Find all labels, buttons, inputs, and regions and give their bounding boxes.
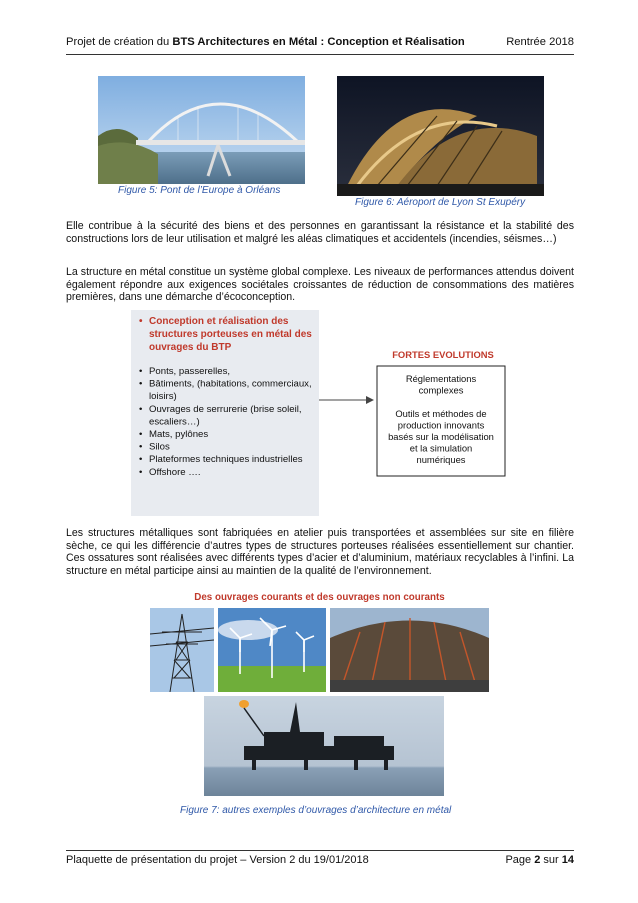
fortes-evolutions-title: FORTES EVOLUTIONS xyxy=(392,349,494,360)
diagram-bullet: • xyxy=(139,466,143,478)
diagram-item: Mats, pylônes xyxy=(149,429,209,440)
collage-wind-turbines-photo xyxy=(218,608,326,692)
diagram-bullet: • xyxy=(139,403,143,415)
figure-6-photo xyxy=(337,76,544,196)
header-rule xyxy=(66,54,574,55)
paragraph-2: La structure en métal constitue un système global complexe. Les niveaux de performances attendus doivent également répondre aux exigences sociétales croissantes de réduction de consommations des matières premières, dans une démarche d’écoconception. xyxy=(66,266,574,304)
evolutions-box-line: production innovants xyxy=(397,419,485,431)
evolutions-box-line: complexes xyxy=(418,384,464,396)
header-title-bold: BTS Architectures en Métal : Conception et Réalisation xyxy=(172,36,465,48)
diagram-bullet: • xyxy=(139,429,143,440)
header-date: Rentrée 2018 xyxy=(506,36,574,48)
figure-7-collage xyxy=(150,592,489,830)
figure-6-caption: Figure 6: Aéroport de Lyon St Exupéry xyxy=(355,197,526,208)
diagram-heading-bullet: • xyxy=(139,316,143,327)
diagram-bullet: • xyxy=(139,454,143,466)
header-title: Projet de création du BTS Architectures en Métal : Conception et Réalisation xyxy=(66,36,465,48)
figure-7-caption: Figure 7: autres exemples d’ouvrages d’architecture en métal xyxy=(180,805,452,816)
collage-offshore-photo xyxy=(204,696,444,796)
evolutions-box-line: Outils et méthodes de xyxy=(395,407,487,419)
evolutions-box-line: numériques xyxy=(416,454,466,466)
evolutions-box-line: Réglementations xyxy=(405,373,477,384)
page-number: Page 2 sur 14 xyxy=(505,854,574,866)
diagram-bullet: • xyxy=(139,366,143,377)
evolutions-box-line: basés sur la modélisation xyxy=(388,431,494,442)
collage-pylon-photo xyxy=(150,608,214,692)
collage-title: Des ouvrages courants et des ouvrages non courants xyxy=(194,592,445,603)
figure-5-photo xyxy=(98,76,305,184)
diagram-item: Bâtiments, (habitations, commerciaux, xyxy=(149,378,312,390)
evolutions-box-line: et la simulation xyxy=(409,442,473,454)
collage-construction-photo xyxy=(330,608,489,692)
diagram-heading: Conception et réalisation des structures porteuses en métal des ouvrages du BTP xyxy=(149,316,312,353)
btp-diagram xyxy=(131,310,507,516)
footer-rule xyxy=(66,850,574,851)
diagram-item: Plateformes techniques industrielles xyxy=(149,454,303,466)
paragraph-3: Les structures métalliques sont fabriquées en atelier puis transportées et assemblées sur site en filière sèche, ce qui les différencie d’autres types de structures porteuses réalisées essentiellement sur chantier. Ces ossatures sont réalisées avec différents types d’acier et d’aluminium, matériaux recyclables à l’infini. La structure en métal participe ainsi au maintien de la qualité de l’environnement. xyxy=(66,527,574,577)
diagram-item: loisirs) xyxy=(149,391,177,403)
diagram-bullet: • xyxy=(139,378,143,390)
footer-version: Plaquette de présentation du projet – Version 2 du 19/01/2018 xyxy=(66,854,369,866)
page-header xyxy=(66,36,574,52)
diagram-item: Offshore …. xyxy=(149,466,201,478)
diagram-item: Ponts, passerelles, xyxy=(149,366,231,377)
diagram-bullet: • xyxy=(139,441,143,453)
diagram-item: Silos xyxy=(149,441,170,453)
diagram-item: escaliers…) xyxy=(149,416,200,428)
diagram-item: Ouvrages de serrurerie (brise soleil, xyxy=(149,403,302,415)
page-footer xyxy=(66,854,574,870)
figure-5-caption: Figure 5: Pont de l’Europe à Orléans xyxy=(118,185,281,196)
paragraph-1: Elle contribue à la sécurité des biens et des personnes en garantissant la résistance et la stabilité des constructions lors de leur utilisation et malgré les aléas climatiques et accidentels (incendies, séismes…) xyxy=(66,220,574,245)
